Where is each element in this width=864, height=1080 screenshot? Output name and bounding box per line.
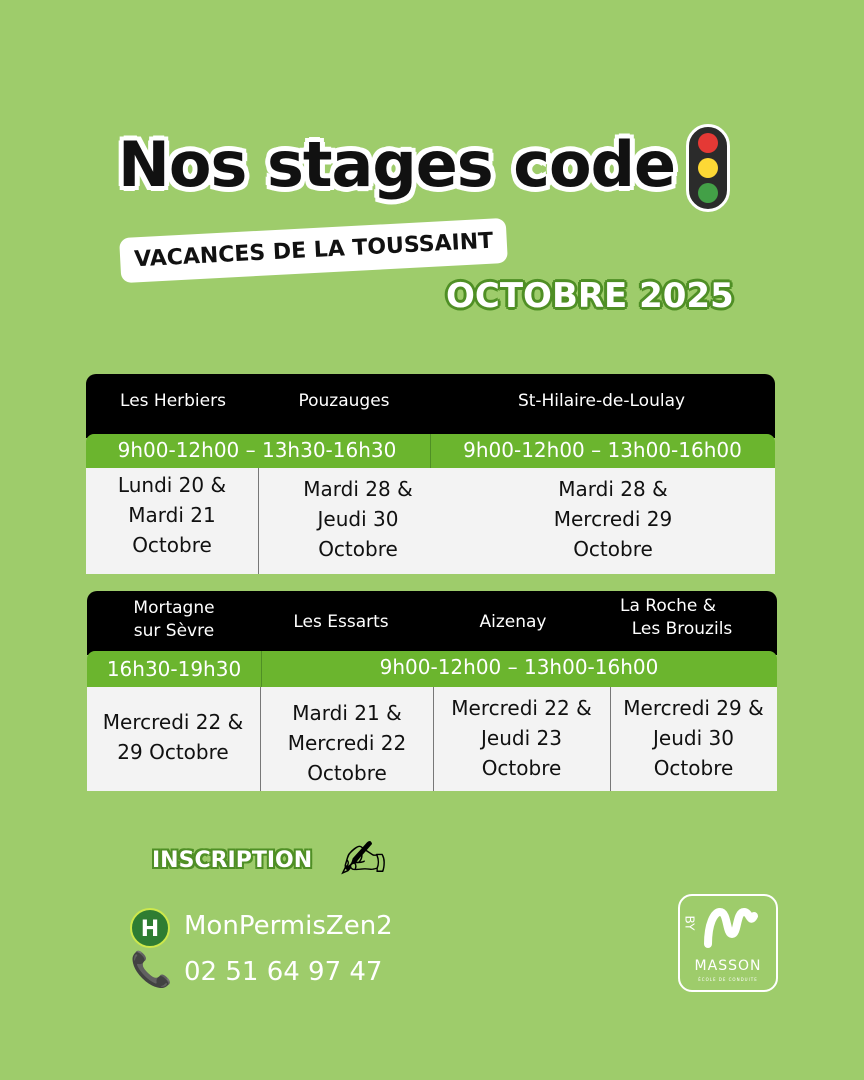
phone-number[interactable]: 02 51 64 97 47 — [184, 957, 383, 987]
dates-row — [86, 468, 775, 574]
location-mortagne — [87, 597, 261, 643]
location-les-essarts: Les Essarts — [293, 612, 389, 632]
date-line: Jeudi 23 — [481, 726, 562, 750]
brand-tagline: ÉCOLE DE CONDUITE — [698, 977, 758, 982]
brand-by: BY — [682, 915, 697, 931]
date-line: Mardi 21 — [128, 503, 216, 527]
date-line: Octobre — [481, 756, 562, 780]
location-la-roche — [587, 595, 777, 641]
app-logo-icon: H — [130, 908, 170, 948]
date-cell — [86, 470, 258, 560]
date-line: 29 Octobre — [117, 740, 229, 764]
location-st-hilaire: St-Hilaire-de-Loulay — [517, 391, 686, 411]
date-line: Mercredi 22 & — [451, 696, 592, 720]
date-cell — [486, 474, 740, 564]
table-header — [87, 591, 777, 655]
date-cell — [87, 707, 259, 767]
subtitle-badge: VACANCES DE LA TOUSSAINT — [119, 218, 508, 283]
date-line: Mardi 28 & — [558, 477, 668, 501]
schedule-table-2 — [87, 591, 777, 791]
month-label: OCTOBRE 2025 — [446, 276, 734, 316]
app-name[interactable]: MonPermisZen2 — [184, 911, 393, 941]
hours-cell: 9h00-12h00 – 13h30-16h30 — [117, 438, 397, 462]
masson-m-icon — [700, 904, 760, 950]
hours-cell: 9h00-12h00 – 13h00-16h00 — [463, 438, 742, 462]
date-line: Jeudi 30 — [653, 726, 734, 750]
hours-cell: 9h00-12h00 – 13h00-16h00 — [379, 655, 659, 679]
date-line: Octobre — [307, 761, 387, 785]
hours-cell: 16h30-19h30 — [106, 657, 242, 681]
brand-name: MASSON — [694, 958, 762, 974]
date-line: Octobre — [132, 533, 212, 557]
location-line: La Roche & — [620, 596, 716, 616]
date-line: Lundi 20 & — [117, 473, 227, 497]
location-line: sur Sèvre — [133, 621, 215, 641]
dates-row — [87, 687, 777, 791]
date-line: Mardi 21 & — [292, 701, 402, 725]
date-cell — [434, 693, 609, 783]
hours-row — [86, 434, 775, 468]
location-pouzauges: Pouzauges — [298, 391, 390, 411]
date-line: Mercredi 22 & — [102, 710, 244, 734]
location-aizenay: Aizenay — [479, 612, 547, 632]
hours-row — [87, 651, 777, 687]
writing-hand-icon: ✍ — [340, 828, 387, 893]
masson-logo — [678, 894, 778, 992]
date-line: Mercredi 22 — [287, 731, 407, 755]
inscription-label: INSCRIPTION — [152, 848, 313, 873]
date-line: Octobre — [573, 537, 653, 561]
date-line: Octobre — [653, 756, 734, 780]
date-cell — [258, 474, 458, 564]
date-line: Mardi 28 & — [303, 477, 413, 501]
date-cell — [610, 693, 777, 783]
table-header — [86, 374, 775, 438]
traffic-light-icon — [686, 124, 730, 212]
location-les-herbiers: Les Herbiers — [120, 391, 226, 411]
page-title: Nos stages code — [118, 128, 676, 201]
date-line: Octobre — [318, 537, 398, 561]
phone-icon: 📞 — [130, 950, 173, 990]
location-line: Les Brouzils — [631, 619, 733, 639]
date-line: Mercredi 29 & — [623, 696, 764, 720]
location-line: Mortagne — [133, 598, 215, 618]
date-line: Jeudi 30 — [317, 507, 399, 531]
date-line: Mercredi 29 — [553, 507, 673, 531]
date-cell — [261, 698, 433, 788]
schedule-table-1 — [86, 374, 775, 574]
